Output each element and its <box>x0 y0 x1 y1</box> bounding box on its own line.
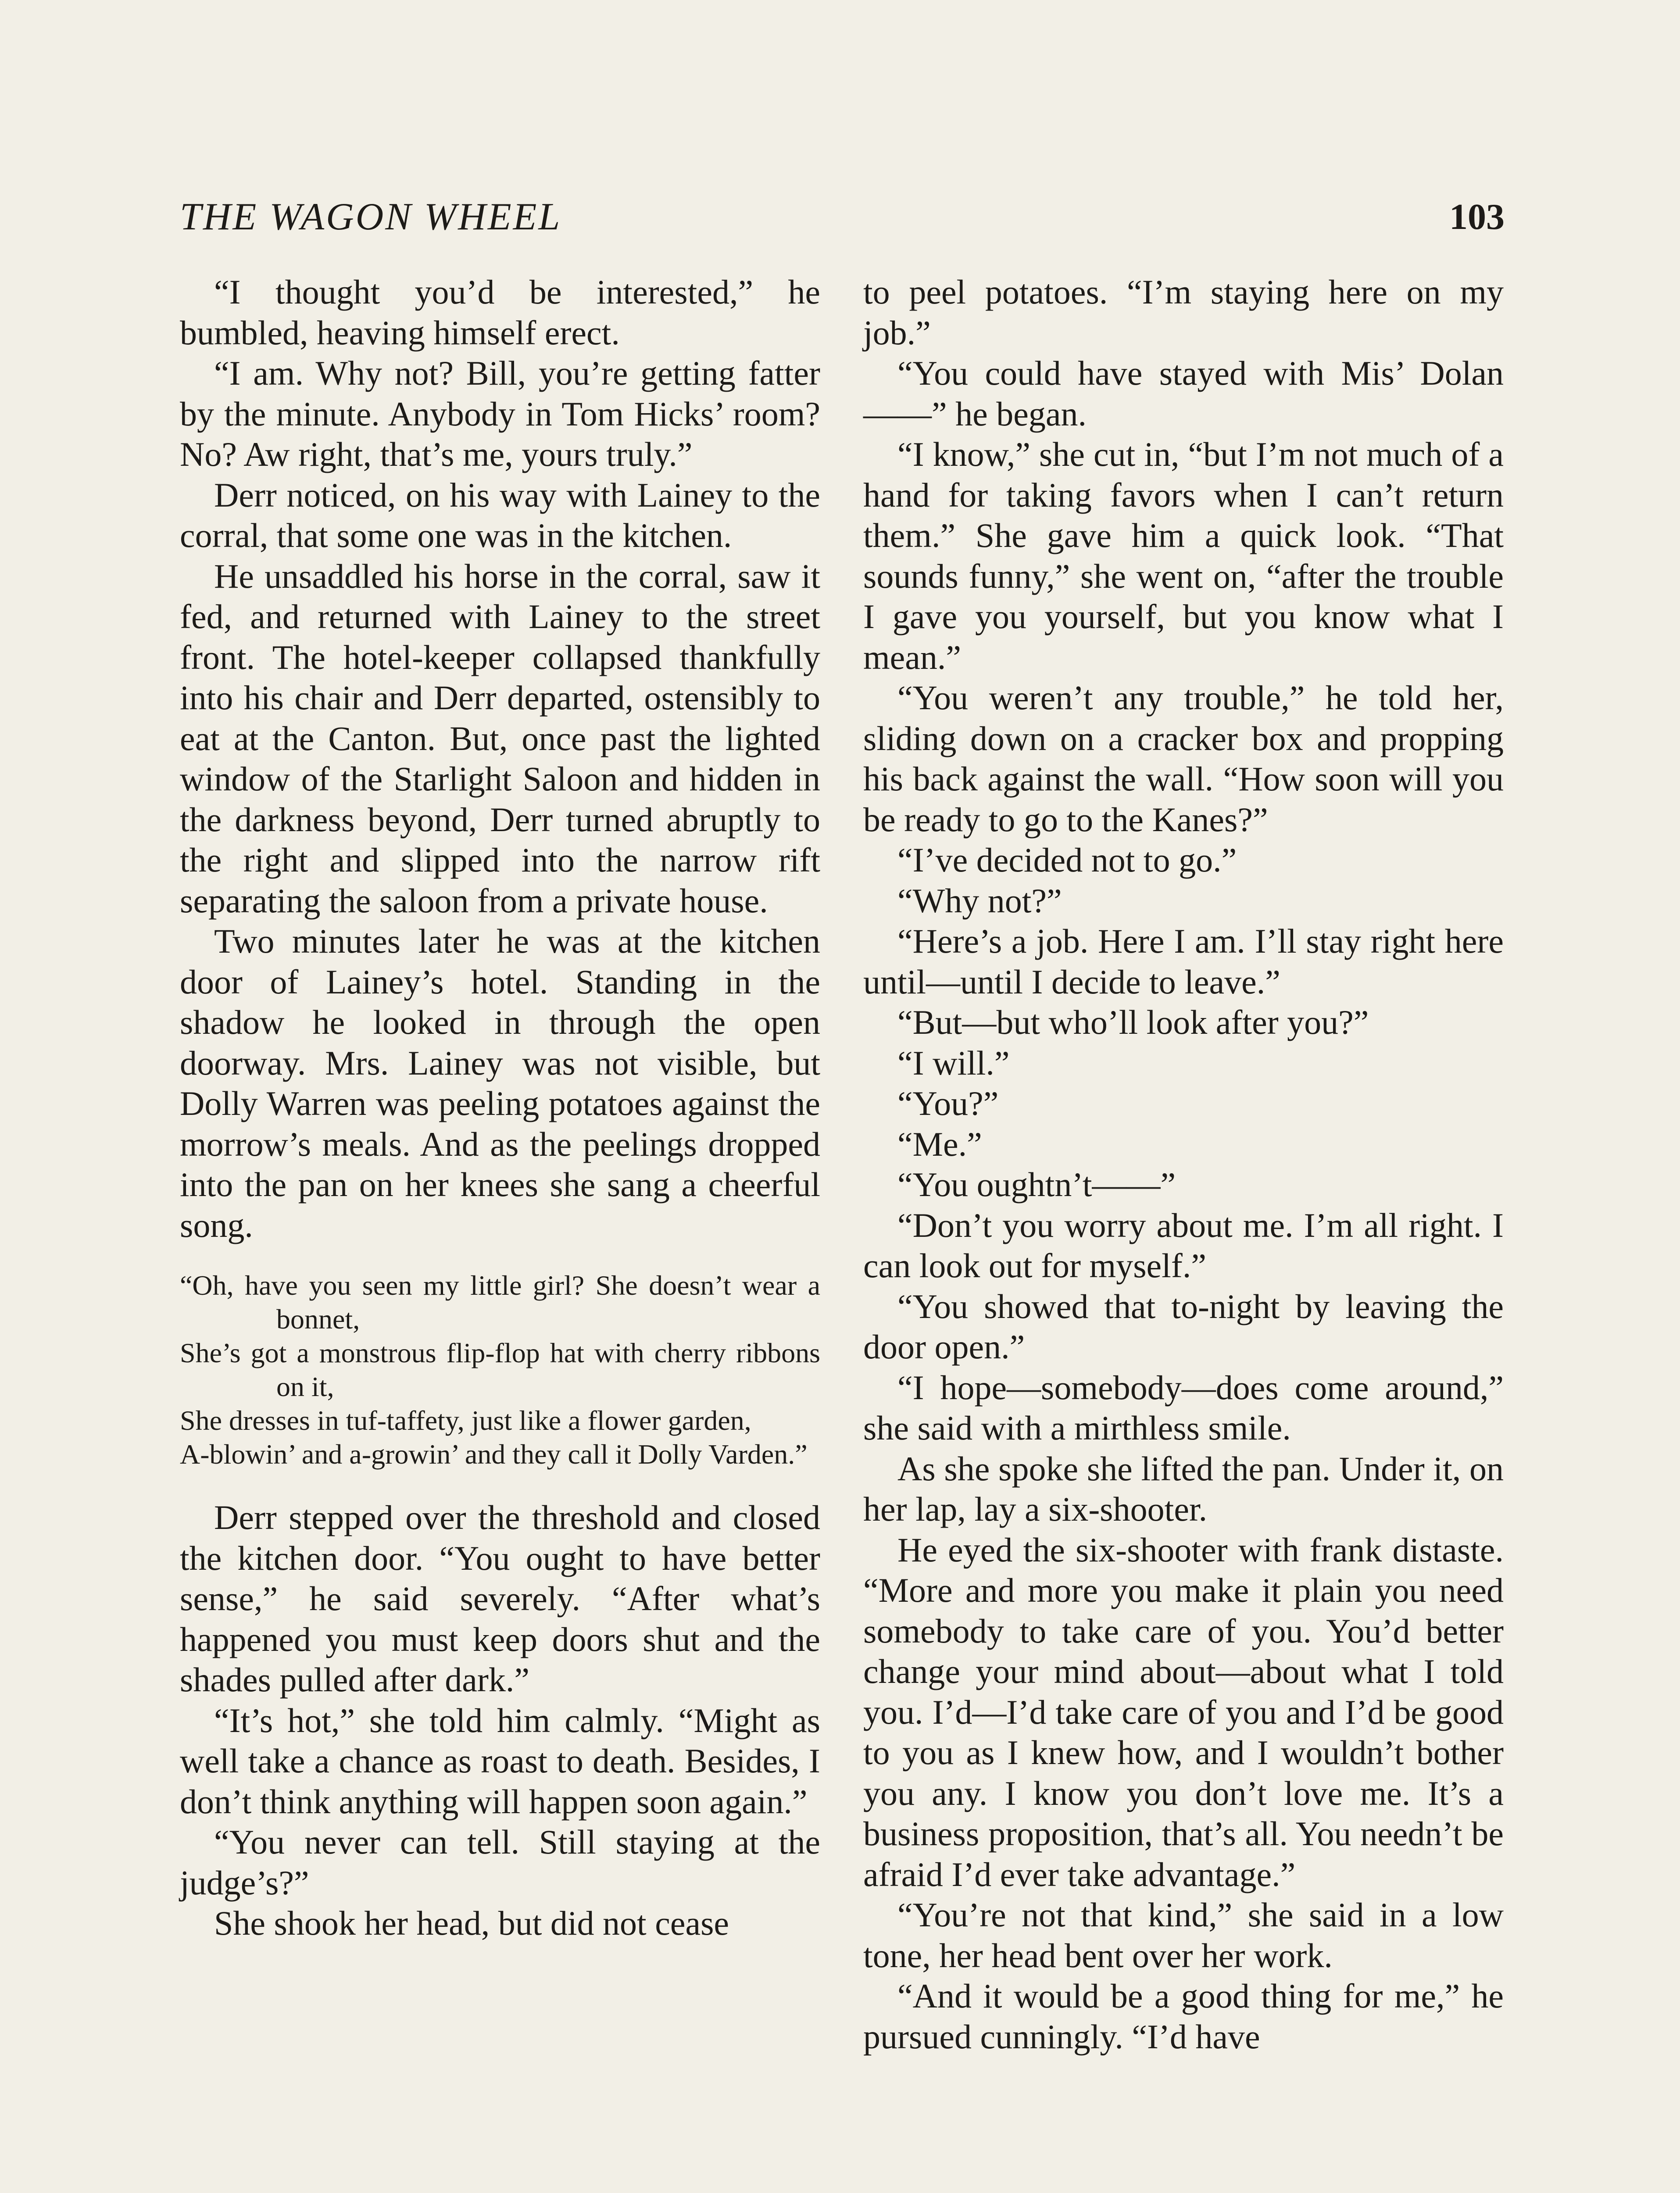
paragraph: “You?” <box>897 1084 999 1122</box>
paragraph: “But—but who’ll look after you?” <box>897 1003 1369 1041</box>
paragraph: “You oughtn’t——” <box>897 1165 1176 1204</box>
paragraph: “I’ve decided not to go.” <box>897 841 1237 879</box>
paragraph: “You showed that to-night by leaving the door open.” <box>863 1287 1504 1366</box>
song-verse <box>180 1268 820 1471</box>
paragraph: “And it would be a good thing for me,” he pursued cunningly. “I’d have <box>863 1977 1504 2056</box>
paragraph: Derr noticed, on his way with Lainey to the corral, that some one was in the kitchen. <box>180 475 820 554</box>
paragraph: “You could have stayed with Mis’ Dolan——” he began. <box>863 354 1504 433</box>
paragraph: He eyed the six-shooter with frank distaste. “More and more you make it plain you need somebody to take care of you. You’d better change your mind about—about what I told you. I’d—I’d take care of you and I’d be good to you as I knew how, and I wouldn’t bother you any. I know you don’t love me. It’s a business proposition, that’s all. You needn’t be afraid I’d ever take advantage.” <box>863 1530 1504 1893</box>
verse-line: A-blowin’ and a-growin’ and they call it Dolly Varden.” <box>180 1439 808 1470</box>
right-column <box>863 272 1504 2057</box>
paragraph: Two minutes later he was at the kitchen door of Lainey’s hotel. Standing in the shadow he looked in through the open doorway. Mrs. Lainey was not visible, but Dolly Warren was peeling potatoes against the morrow’s meals. And as the peelings dropped into the pan on her knees she sang a cheerful song. <box>180 922 820 1244</box>
paragraph: “Don’t you worry about me. I’m all right. I can look out for myself.” <box>863 1206 1504 1285</box>
paragraph: “Me.” <box>897 1125 982 1163</box>
running-head: THE WAGON WHEEL <box>180 196 562 238</box>
paragraph-continuation: to peel potatoes. “I’m staying here on my job.” <box>863 273 1504 352</box>
left-column <box>180 272 820 1944</box>
verse-line: She’s got a monstrous flip-flop hat with cherry ribbons on it, <box>180 1337 820 1402</box>
paragraph: “You weren’t any trouble,” he told her, sliding down on a cracker box and propping his back against the wall. “How soon will you be ready to go to the Kanes?” <box>863 679 1504 839</box>
verse-line: She dresses in tuf-taffety, just like a flower garden, <box>180 1405 751 1436</box>
paragraph: “I hope—somebody—does come around,” she said with a mirthless smile. <box>863 1368 1504 1447</box>
paragraph: “I am. Why not? Bill, you’re getting fatter by the minute. Anybody in Tom Hicks’ room? No? Aw right, that’s me, yours truly.” <box>180 354 820 473</box>
paragraph: “I thought you’d be interested,” he bumbled, heaving himself erect. <box>180 273 820 352</box>
paragraph: He unsaddled his horse in the corral, saw it fed, and returned with Lainey to the street front. The hotel-keeper collapsed thankfully into his chair and Derr departed, ostensibly to eat at the Canton. But, once past the lighted window of the Starlight Saloon and hidden in the darkness beyond, Derr turned abruptly to the right and slipped into the narrow rift separating the saloon from a private house. <box>180 557 820 920</box>
paragraph: “You never can tell. Still staying at the judge’s?” <box>180 1823 820 1902</box>
paragraph: She shook her head, but did not cease <box>214 1904 729 1942</box>
paragraph: “Here’s a job. Here I am. I’ll stay right here until—until I decide to leave.” <box>863 922 1504 1001</box>
paragraph: “I know,” she cut in, “but I’m not much of a hand for taking favors when I can’t return them.” She gave him a quick look. “That sounds funny,” she went on, “after the trouble I gave you yourself, but you know what I mean.” <box>863 435 1504 676</box>
paragraph: “Why not?” <box>897 881 1062 920</box>
paragraph: As she spoke she lifted the pan. Under it, on her lap, lay a six-shooter. <box>863 1449 1504 1528</box>
paragraph: “You’re not that kind,” she said in a low tone, her head bent over her work. <box>863 1896 1504 1975</box>
paragraph: “I will.” <box>897 1043 1010 1082</box>
page-number: 103 <box>1449 196 1505 237</box>
page-header <box>180 189 1505 246</box>
verse-line: “Oh, have you seen my little girl? She doesn’t wear a bonnet, <box>180 1270 820 1335</box>
paragraph: “It’s hot,” she told him calmly. “Might as well take a chance as roast to death. Besides, I don’t think anything will happen soon again.” <box>180 1701 820 1821</box>
paragraph: Derr stepped over the threshold and closed the kitchen door. “You ought to have better sense,” he said severely. “After what’s happened you must keep doors shut and the shades pulled after dark.” <box>180 1498 820 1699</box>
